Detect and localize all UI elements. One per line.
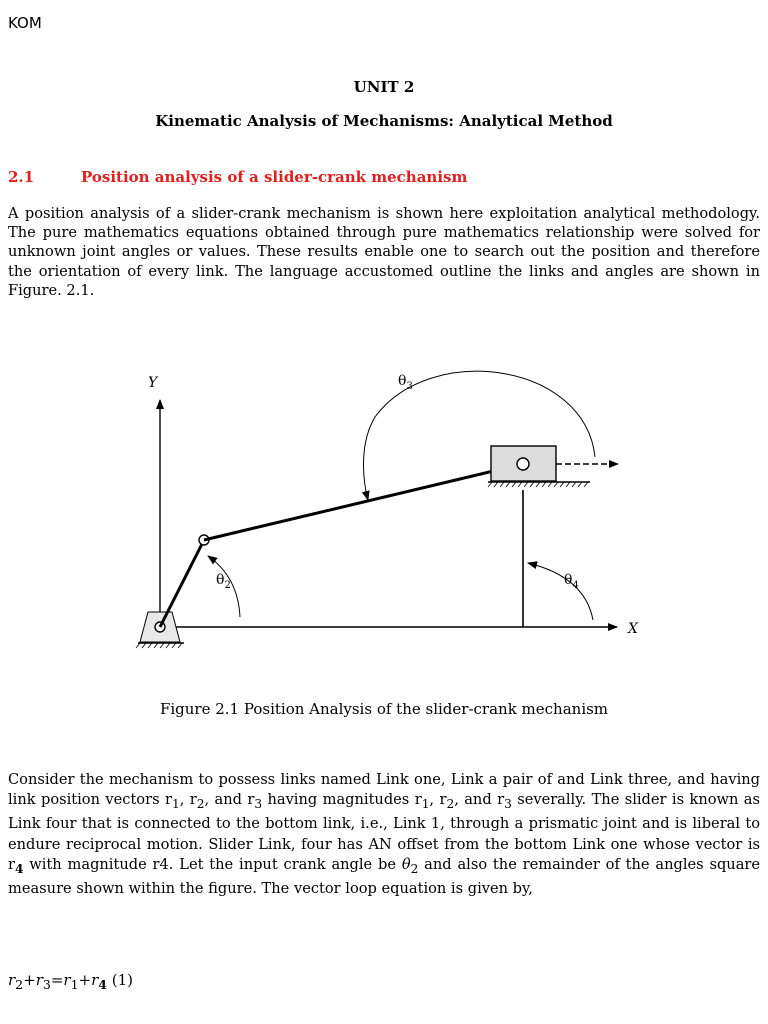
paragraph-vectors: Consider the mechanism to possess links named Link one, Link a pair of and Link three, and having link position vectors $r_1$, $r_2$, and $r_3$ having magnitudes $r_1$, $r_2$, and $r_3$ severally. The slider is known as Link four that is connected to the bottom link, i.e., Link 1, through a prismatic joint and is liberal to endure reciprocal motion. Slider Link, four has AN offset from the bottom Link one whose vector is $r_4$ with magnitude r4. Let the input crank angle be $\theta_2$ and also the remainder of the angles square measure shown within the figure. The vector loop equation is given by,	[8, 771, 761, 897]
figure-caption: Figure 2.1 Position Analysis of the slider-crank mechanism	[159, 700, 609, 718]
y-axis-label: Y	[148, 375, 158, 391]
theta3-label: $\theta_3$	[398, 373, 413, 392]
section-title: Position analysis of a slider-crank mechanism	[81, 168, 468, 186]
slider-block	[491, 446, 556, 481]
theta4-arc	[528, 563, 593, 620]
unit-title: UNIT 2	[353, 78, 415, 96]
slider-crank-figure	[130, 352, 640, 652]
chapter-title: Kinematic Analysis of Mechanisms: Analytical Method	[155, 112, 613, 130]
theta4-label: $\theta_4$	[564, 572, 579, 591]
ground-pivot	[136, 612, 184, 648]
section-number: 2.1	[8, 168, 35, 186]
paragraph-intro: A position analysis of a slider-crank mechanism is shown here exploitation analytical methodology. The pure mathematics equations obtained through pure mathematics relationship were solved for unknown joint angles or values. These results enable one to search out the position and therefore the orientation of every link. The language accustomed outline the links and angles are shown in Figure. 2.1.	[8, 205, 760, 299]
vector-loop-equation: $r_2+r_3=r_1+r_4$ (1)	[8, 971, 133, 992]
theta2-label: $\theta_2$	[216, 572, 231, 591]
theta3-arc	[364, 371, 595, 500]
header-label: KOM	[8, 14, 42, 32]
slider-ground	[488, 482, 590, 487]
crank-link	[160, 540, 204, 627]
x-axis-label: X	[628, 621, 638, 637]
